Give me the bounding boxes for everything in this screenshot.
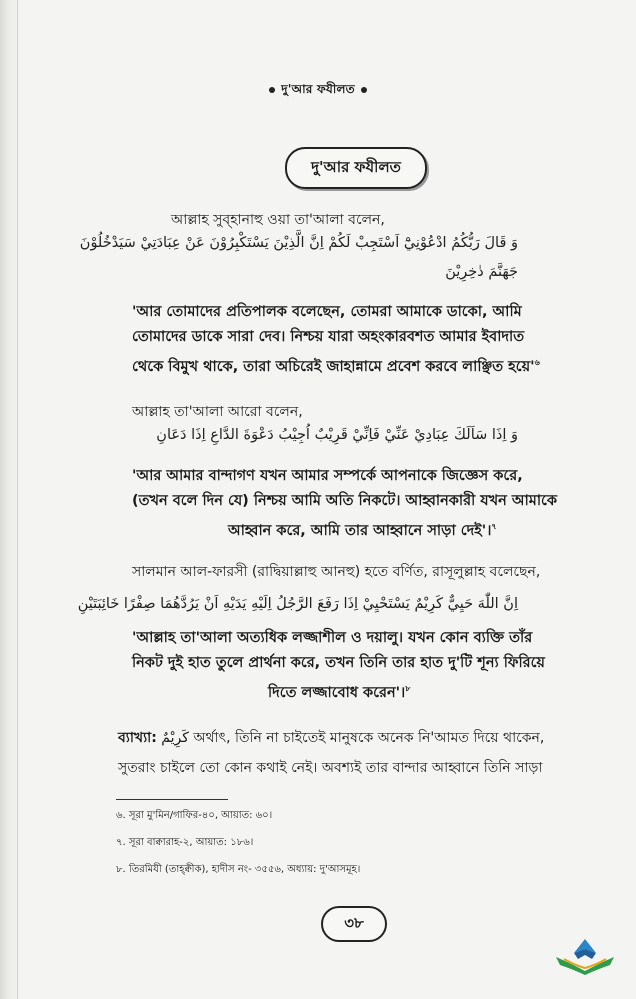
explanation-arabic: كَرِيْمٌ [161,730,189,746]
intro-2: আল্লাহ তা'আলা আরো বলেন, [132,404,303,420]
intro-1: আল্লাহ সুব্হানাহু ওয়া তা'আলা বলেন, [171,212,385,228]
footnote-ref: ৬ [534,358,540,367]
bullet-icon [361,87,367,93]
page-edge [0,0,22,999]
translation-2-line: 'আর আমার বান্দাগণ যখন আমার সম্পর্কে আপনাকে জিজ্ঞেস করে, [132,468,523,484]
explanation-text-1: অর্থাৎ, তিনি না চাইতেই মানুষকে অনেক নি'আমত দিয়ে থাকেন, [193,730,545,746]
bullet-icon [269,87,275,93]
translation-1-line: 'আর তোমাদের প্রতিপালক বলেছেন, তোমরা আমাকে ডাকো, আমি [132,304,522,320]
section-title-text: দু'আর ফযীলত [311,157,401,176]
intro-3: সালমান আল-ফারসী (রাদ্বিয়াল্লাহু আনহু) হতে বর্ণিত, রাসূলুল্লাহ বলেছেন, [132,564,541,580]
footnote-ref: ৮ [405,684,411,693]
translation-1-text: থেকে বিমুখ থাকে, তারা অচিরেই জাহান্নামে প্রবেশ করবে লাঞ্ছিত হয়ে' [132,358,535,375]
translation-2 [132,464,557,544]
footnote-8: ৮. তিরমিযী (তাহ্‌ক্বীক), হাদীস নং- ৩৫৫৬, অধ্যায়: দু'আসমূহ। [116,864,361,875]
translation-1-line: তোমাদের ডাকে সারা দেব। নিশ্চয় যারা অহংকারবশত আমার ইবাদাত [132,329,525,345]
translation-3-text: দিতে লজ্জাবোধ করেন'। [268,684,406,701]
footnote-7: ৭. সূরা বাক্বারাহ-২, আয়াত: ১৮৬। [116,837,254,848]
explanation-line-2: সুতরাং চাইলে তো কোন কথাই নেই। অবশ্যই তার বান্দার আহ্বানে তিনি সাড়া [118,760,543,776]
translation-3-line: 'আল্লাহ তা'আলা অত্যধিক লজ্জাশীল ও দয়ালু। যখন কোন ব্যক্তি তাঁর [132,630,533,646]
footnote-divider [116,799,228,800]
translation-1 [132,300,540,380]
explanation-line-1 [118,726,544,750]
translation-3-line [132,676,545,706]
page-number-text: ৩৮ [344,913,364,932]
arabic-verse-2: وَ اِذَا سَاَلَكَ عِبَادِيْ عَنِّيْ فَاِنِّيْ قَرِيْبٌ اُجِيْبُ دَعْوَةَ الدَّاعِ اِذَا دَعَانِ [156,427,518,443]
footnote-ref: ৭ [491,522,497,531]
translation-2-text: আহ্বান করে, আমি তার আহ্বানে সাড়া দেই'। [228,522,492,539]
publisher-logo-icon [552,935,618,977]
page-number [321,906,387,942]
translation-2-line [132,514,557,544]
arabic-verse-1-line1: وَ قَالَ رَبُّكُمُ ادْعُوْنِيْٓ اَسْتَجِبْ لَكُمْ اِنَّ الَّذِيْنَ يَسْتَكْبِرُوْنَ عَنْ عِبَادَتِيْ سَيَدْخُلُوْنَ [79,235,518,251]
arabic-hadith: اِنَّ اللّٰهَ حَيِيٌّ كَرِيْمٌ يَسْتَحْيِيْ اِذَا رَفَعَ الرَّجُلُ اِلَيْهِ يَدَيْهِ اَنْ يَرُدَّهُمَا صِفْرًا خَائِبَتَيْنِ [77,596,518,612]
translation-3-line: নিকট দুই হাত তুলে প্রার্থনা করে, তখন তিনি তার হাত দু'টি শূন্য ফিরিয়ে [132,655,545,671]
translation-3 [132,626,545,706]
section-title [285,147,427,189]
explanation-label: ব্যাখ্যা: [118,730,157,746]
running-head [0,81,636,101]
translation-2-line: (তখন বলে দিন যে) নিশ্চয় আমি অতি নিকটে। আহ্বানকারী যখন আমাকে [132,493,558,509]
footnote-6: ৬. সূরা মু'মিন/গাফির-৪০, আয়াত: ৬০। [116,810,273,821]
arabic-verse-1-line2: جَهَنَّمَ دٰخِرِيْنَ [445,264,518,280]
translation-1-line [132,350,540,380]
running-head-text: দু'আর ফযীলত [281,82,355,96]
